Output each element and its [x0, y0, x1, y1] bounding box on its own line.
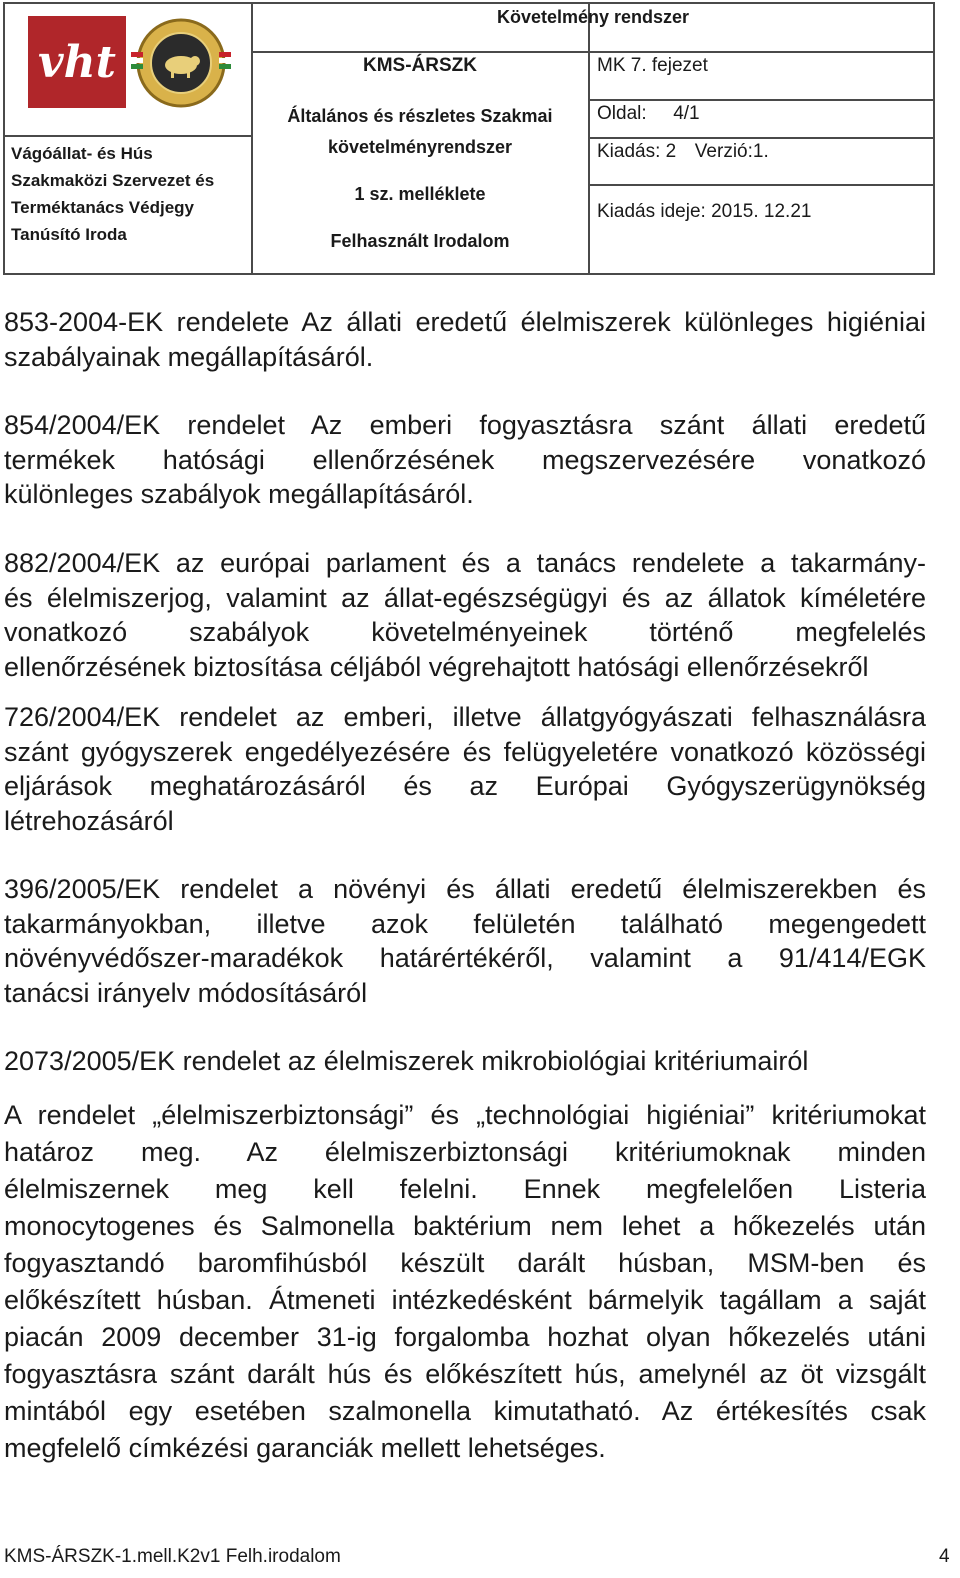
text-line: szánt gyógyszerek engedélyezésére és felügyeletére vonatkozó közösségi	[4, 736, 926, 767]
system-title: Követelmény rendszer	[496, 7, 690, 27]
text-line: 882/2004/EK az európai parlament és a tanács rendelete a takarmány-	[4, 548, 926, 578]
text-line: eljárások meghatározásáról és az Európai Gyógyszerügynökség	[4, 771, 926, 801]
document-header-table	[3, 2, 935, 275]
organization-name	[11, 140, 214, 248]
version-value: 1.	[752, 141, 769, 162]
text-line: A rendelet „élelmiszerbiztonsági” és „technológiai higiéniai” kritériumokat	[4, 1100, 926, 1130]
chapter-label: MK 7. fejezet	[597, 55, 708, 76]
version-label: Verzió:	[694, 141, 753, 162]
text-line: különleges szabályok megállapításáról.	[4, 479, 474, 509]
regulation-854-2004	[4, 408, 926, 512]
text-line: megfelelő címkézési garanciák mellett lehetséges.	[4, 1433, 606, 1463]
text-line: ellenőrzésének biztosítása céljából végrehajtott hatósági ellenőrzésekről	[4, 651, 869, 682]
quality-pork-seal-logo	[131, 18, 231, 108]
text-line: és élelmiszerjog, valamint az állat-egészségügyi és az állatok kíméletére	[4, 582, 926, 613]
vht-logo-text: vht	[38, 36, 116, 88]
edition-label: Kiadás:	[597, 141, 661, 162]
text-line: termékek hatósági ellenőrzésének megszervezésére vonatkozó	[4, 444, 926, 475]
text-line: élelmiszernek meg kell felelni. Ennek megfelelően Listeria	[4, 1174, 926, 1204]
org-name-line: Szakmaközi Szervezet és	[11, 171, 215, 190]
org-name-line: Tanúsító Iroda	[11, 225, 127, 244]
text-line: fogyasztásra szánt darált hús és előkészített hús, amelynél az öt vizsgált	[4, 1359, 926, 1389]
text-line: 2073/2005/EK rendelet az élelmiszerek mikrobiológiai kritériumairól	[4, 1046, 809, 1076]
issue-date-label: Kiadás ideje:	[597, 201, 706, 222]
regulation-396-2005	[4, 872, 926, 1010]
criteria-description	[4, 1097, 926, 1467]
footer-document-reference: KMS-ÁRSZK-1.mell.K2v1 Felh.irodalom	[4, 1546, 341, 1567]
issue-date-field	[597, 201, 811, 223]
text-line: fogyasztandó baromfihúsból készült darált húsban, MSM-ben és	[4, 1248, 926, 1278]
document-code: KMS-ÁRSZK	[363, 55, 477, 76]
regulation-882-2004	[4, 546, 926, 684]
text-line: határoz meg. Az élelmiszerbiztonsági kritériumoknak minden	[4, 1137, 926, 1167]
footer-page-number: 4	[939, 1546, 950, 1567]
org-name-line: Vágóállat- és Hús	[11, 144, 153, 163]
text-line: szabályainak megállapításáról.	[4, 341, 374, 372]
page-label: Oldal:	[597, 103, 647, 124]
org-name-line: Terméktanács Védjegy	[11, 198, 194, 217]
vht-logo	[28, 16, 126, 108]
issue-date-value: 2015. 12.21	[711, 201, 812, 222]
text-line: előkészített húsban. Átmeneti intézkedésként bármelyik tagállam a saját	[4, 1285, 926, 1315]
document-title-line: 1 sz. melléklete	[354, 184, 486, 204]
text-line: piacán 2009 december 31-ig forgalomba hozhat olyan hőkezelés utáni	[4, 1322, 926, 1352]
text-line: takarmányokban, illetve azok felületén található megengedett	[4, 908, 926, 939]
text-line: 396/2005/EK rendelet a növényi és állati eredetű élelmiszerekben és	[4, 874, 926, 904]
text-line: 854/2004/EK rendelet Az emberi fogyasztásra szánt állati eredetű	[4, 410, 926, 440]
page-field	[597, 103, 700, 125]
text-line: monocytogenes és Salmonella baktérium nem lehet a hőkezelés után	[4, 1211, 926, 1241]
regulation-2073-2005	[4, 1044, 926, 1079]
document-title-line: követelményrendszer	[327, 137, 513, 157]
text-line: létrehozásáról	[4, 805, 174, 836]
document-title	[252, 101, 588, 257]
text-line: vonatkozó szabályok követelményeinek történő megfelelés	[4, 617, 926, 647]
edition-value: 2	[665, 141, 677, 162]
edition-field	[597, 141, 769, 163]
text-line: mintából egy esetében szalmonella kimutatható. Az értékesítés csak	[4, 1396, 926, 1426]
page-value: 4/1	[673, 103, 700, 124]
regulation-853-2004	[4, 305, 926, 374]
text-line: tanácsi irányelv módosításáról	[4, 977, 368, 1008]
regulation-726-2004	[4, 700, 926, 838]
document-title-line: Felhasznált Irodalom	[330, 231, 510, 251]
text-line: növényvédőszer-maradékok határértékéről, valamint a 91/414/EGK	[4, 943, 926, 973]
text-line: 726/2004/EK rendelet az emberi, illetve állatgyógyászati felhasználásra	[4, 702, 926, 732]
text-line: 853-2004-EK rendelete Az állati eredetű élelmiszerek különleges higiéniai	[4, 307, 926, 337]
document-title-line: Általános és részletes Szakmai	[287, 106, 553, 126]
